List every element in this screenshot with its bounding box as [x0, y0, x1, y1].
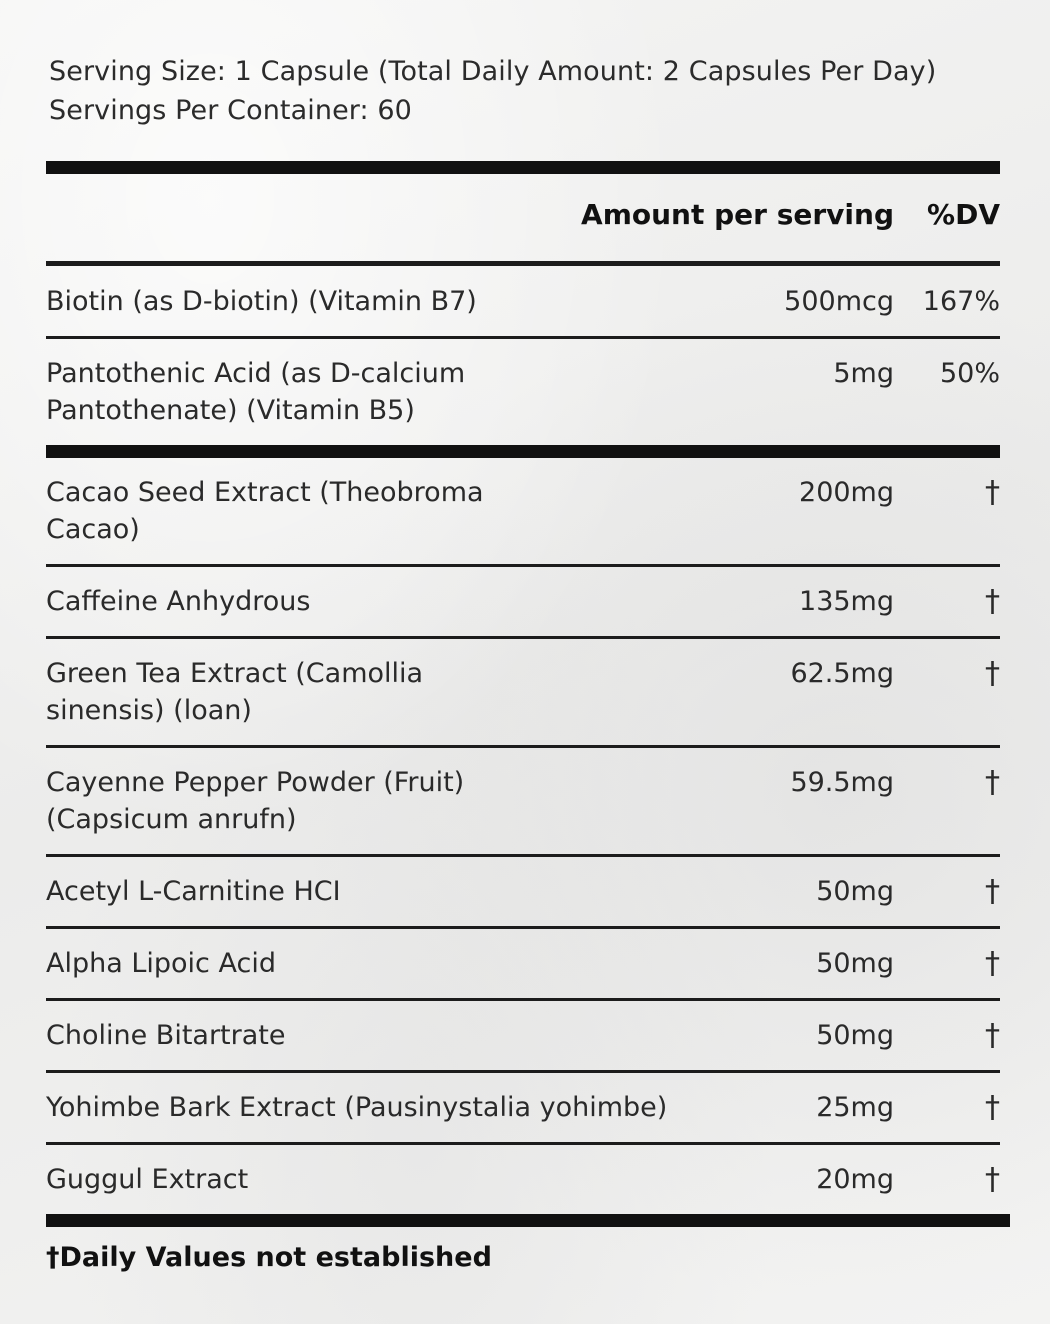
row-divider	[46, 336, 1000, 339]
ingredient-amount: 500mcg	[784, 286, 894, 317]
ingredient-amount: 50mg	[816, 876, 894, 907]
ingredient-dv: †	[985, 874, 1000, 909]
ingredient-name: Guggul Extract	[46, 1164, 249, 1195]
ingredient-name: Choline Bitartrate	[46, 1020, 286, 1051]
dv-header: %DV	[927, 198, 1000, 231]
section-divider-bar	[46, 445, 1000, 458]
row-divider	[46, 564, 1000, 567]
row-divider	[46, 1142, 1000, 1145]
header-divider	[46, 261, 1000, 266]
ingredient-amount: 5mg	[833, 358, 894, 389]
ingredient-amount: 20mg	[816, 1164, 894, 1195]
ingredient-amount: 25mg	[816, 1092, 894, 1123]
row-divider	[46, 1070, 1000, 1073]
row-divider	[46, 636, 1000, 639]
ingredient-dv: †	[985, 1018, 1000, 1053]
amount-per-serving-header: Amount per serving	[581, 198, 894, 231]
ingredient-dv: †	[985, 656, 1000, 691]
row-divider	[46, 854, 1000, 857]
ingredient-dv: †	[985, 1090, 1000, 1125]
row-divider	[46, 998, 1000, 1001]
ingredient-name: Pantothenic Acid (as D-calcium Pantothenate) (Vitamin B5)	[46, 358, 466, 426]
ingredient-name: Caffeine Anhydrous	[46, 586, 311, 617]
ingredient-name: Acetyl L-Carnitine HCI	[46, 876, 341, 907]
ingredient-dv: †	[985, 475, 1000, 510]
ingredient-name: Biotin (as D-biotin) (Vitamin B7)	[46, 286, 477, 317]
row-divider	[46, 926, 1000, 929]
column-header	[46, 198, 1000, 240]
ingredient-name: Alpha Lipoic Acid	[46, 948, 276, 979]
daily-values-footnote: †Daily Values not established	[46, 1242, 492, 1273]
bottom-divider-bar	[46, 1214, 1010, 1227]
ingredient-amount: 62.5mg	[790, 658, 894, 689]
ingredient-name: Cacao Seed Extract (Theobroma Cacao)	[46, 477, 484, 545]
ingredient-amount: 50mg	[816, 1020, 894, 1051]
ingredient-name: Yohimbe Bark Extract (Pausinystalia yohimbe)	[46, 1092, 668, 1123]
ingredient-amount: 50mg	[816, 948, 894, 979]
ingredient-amount: 135mg	[799, 586, 894, 617]
ingredient-dv: †	[985, 1162, 1000, 1197]
serving-size: Serving Size: 1 Capsule (Total Daily Amount: 2 Capsules Per Day)	[49, 56, 937, 87]
ingredient-dv: †	[985, 946, 1000, 981]
servings-per-container: Servings Per Container: 60	[49, 95, 412, 126]
ingredient-name: Green Tea Extract (Camollia sinensis) (loan)	[46, 658, 424, 726]
ingredient-dv: 50%	[939, 358, 1000, 389]
top-divider-bar	[46, 161, 1000, 174]
ingredient-amount: 59.5mg	[790, 767, 894, 798]
ingredient-name: Cayenne Pepper Powder (Fruit) (Capsicum anrufn)	[46, 767, 465, 835]
ingredient-dv: †	[985, 584, 1000, 619]
ingredient-amount: 200mg	[799, 477, 894, 508]
serving-info	[49, 52, 936, 130]
ingredient-dv: †	[985, 765, 1000, 800]
row-divider	[46, 745, 1000, 748]
ingredient-dv: 167%	[922, 286, 1000, 317]
